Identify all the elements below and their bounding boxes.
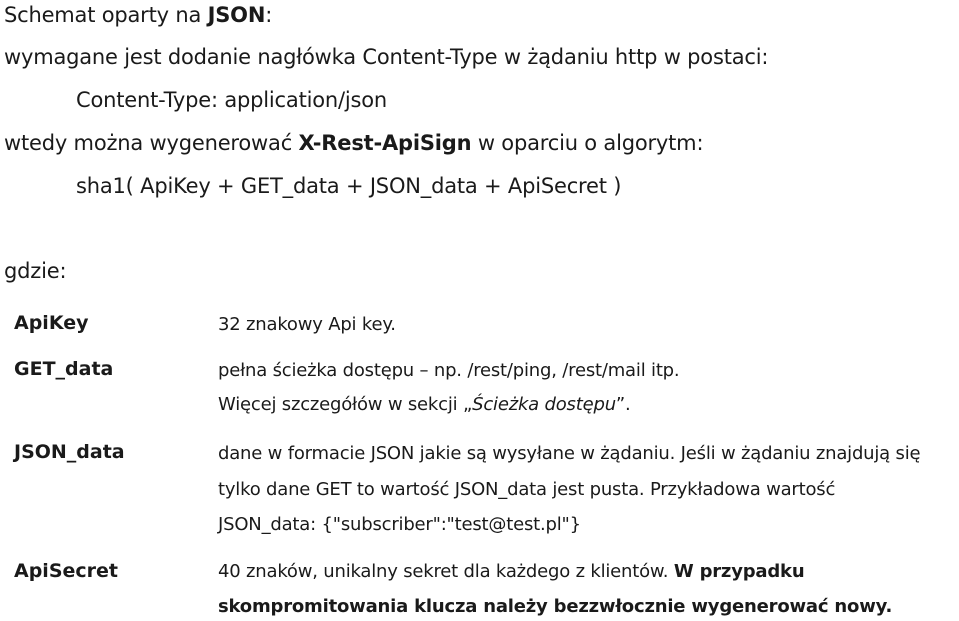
term-getdata: GET_data <box>14 358 114 380</box>
content-type-header: Content-Type: application/json <box>76 88 387 112</box>
sha1-formula: sha1( ApiKey + GET_data + JSON_data + ApiSecret ) <box>76 174 622 198</box>
desc-getdata-line-2-suffix: ”. <box>615 394 631 415</box>
term-apikey: ApiKey <box>14 312 89 334</box>
path-section-reference: Ścieżka dostępu <box>472 394 616 415</box>
gdzie-label: gdzie: <box>4 259 67 283</box>
compromise-warning-start: W przypadku <box>673 561 805 582</box>
term-apisecret: ApiSecret <box>14 560 118 582</box>
desc-getdata-line-1: pełna ścieżka dostępu – np. /rest/ping, /rest/mail itp. <box>218 360 680 381</box>
desc-jsondata-line-1: dane w formacie JSON jakie są wysyłane w żądaniu. Jeśli w żądaniu znajdują się <box>218 443 921 464</box>
intro-line-1 <box>4 5 272 26</box>
intro-line-1-suffix: : <box>265 3 273 27</box>
desc-getdata-line-2-prefix: Więcej szczegółów w sekcji „ <box>218 394 473 415</box>
desc-jsondata-line-3: JSON_data: {"subscriber":"test@test.pl"} <box>218 514 581 535</box>
intro-line-1-prefix: Schemat oparty na <box>4 3 208 27</box>
compromise-warning: skompromitowania klucza należy bezzwłocznie wygenerować nowy. <box>218 596 893 617</box>
intro-line-2: wymagane jest dodanie nagłówka Content-Type w żądaniu http w postaci: <box>4 45 769 69</box>
intro-line-4 <box>4 133 703 154</box>
intro-line-4-suffix: w oparciu o algorytm: <box>471 131 704 155</box>
desc-apisecret-line-1-prefix: 40 znaków, unikalny sekret dla każdego z klientów. <box>218 561 674 582</box>
api-sign-header-name: X-Rest-ApiSign <box>298 131 472 155</box>
desc-getdata-line-2 <box>218 396 631 414</box>
json-keyword: JSON <box>207 3 266 27</box>
desc-apisecret-line-1 <box>218 563 804 581</box>
desc-jsondata-line-2: tylko dane GET to wartość JSON_data jest pusta. Przykładowa wartość <box>218 479 836 500</box>
intro-line-4-prefix: wtedy można wygenerować <box>4 131 299 155</box>
desc-apikey: 32 znakowy Api key. <box>218 314 396 335</box>
term-jsondata: JSON_data <box>14 441 125 463</box>
